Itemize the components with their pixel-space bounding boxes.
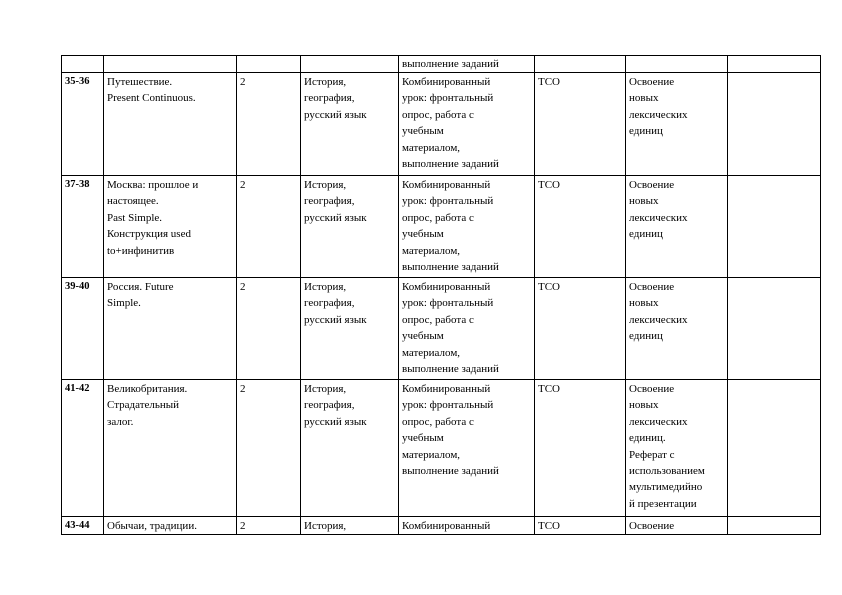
lesson-number-cell: 37-38 — [62, 176, 104, 278]
hours-cell: 2 — [237, 176, 301, 278]
table-row — [62, 176, 821, 278]
extra-cell — [728, 73, 821, 176]
extra-cell — [728, 278, 821, 380]
equipment-cell: ТСО — [535, 517, 626, 535]
activities-cell: Освоение новых лексических единиц — [626, 176, 728, 278]
hours-cell — [237, 56, 301, 73]
subject-links-cell: История, география, русский язык — [301, 176, 399, 278]
activities-cell: Освоение новых лексических единиц — [626, 278, 728, 380]
lesson-type-cell: Комбинированный урок: фронтальный опрос, работа с учебным материалом, выполнение заданий — [399, 380, 535, 517]
equipment-cell: ТСО — [535, 176, 626, 278]
topic-cell: Путешествие. Present Continuous. — [104, 73, 237, 176]
topic-cell: Россия. Future Simple. — [104, 278, 237, 380]
subject-links-cell — [301, 56, 399, 73]
lesson-type-cell: Комбинированный урок: фронтальный опрос, работа с учебным материалом, выполнение заданий — [399, 176, 535, 278]
subject-links-cell: История, география, русский язык — [301, 73, 399, 176]
extra-cell — [728, 380, 821, 517]
equipment-cell: ТСО — [535, 380, 626, 517]
subject-links-cell: История, — [301, 517, 399, 535]
activities-cell: Освоение новых лексических единиц. Реферат с использованием мультимедийно й презентации — [626, 380, 728, 517]
table-row — [62, 73, 821, 176]
hours-cell: 2 — [237, 278, 301, 380]
hours-cell: 2 — [237, 517, 301, 535]
equipment-cell: ТСО — [535, 73, 626, 176]
activities-cell: Освоение — [626, 517, 728, 535]
hours-cell: 2 — [237, 380, 301, 517]
topic-cell: Обычаи, традиции. — [104, 517, 237, 535]
table-row — [62, 56, 821, 73]
hours-cell: 2 — [237, 73, 301, 176]
subject-links-cell: История, география, русский язык — [301, 380, 399, 517]
extra-cell — [728, 517, 821, 535]
lesson-type-cell: Комбинированный урок: фронтальный опрос, работа с учебным материалом, выполнение заданий — [399, 278, 535, 380]
topic-cell: Москва: прошлое и настоящее. Past Simple. Конструкция used to+инфинитив — [104, 176, 237, 278]
table-row — [62, 380, 821, 517]
lesson-number-cell: 41-42 — [62, 380, 104, 517]
lesson-number-cell: 39-40 — [62, 278, 104, 380]
subject-links-cell: История, география, русский язык — [301, 278, 399, 380]
equipment-cell: ТСО — [535, 278, 626, 380]
lesson-number-cell: 43-44 — [62, 517, 104, 535]
table-row — [62, 278, 821, 380]
lesson-number-cell — [62, 56, 104, 73]
extra-cell — [728, 176, 821, 278]
lesson-type-cell: Комбинированный урок: фронтальный опрос, работа с учебным материалом, выполнение заданий — [399, 73, 535, 176]
lesson-number-cell: 35-36 — [62, 73, 104, 176]
equipment-cell — [535, 56, 626, 73]
lesson-plan-table — [61, 55, 821, 535]
topic-cell — [104, 56, 237, 73]
table-row — [62, 517, 821, 535]
lesson-type-cell: Комбинированный — [399, 517, 535, 535]
lesson-type-cell: выполнение заданий — [399, 56, 535, 73]
extra-cell — [728, 56, 821, 73]
activities-cell: Освоение новых лексических единиц — [626, 73, 728, 176]
topic-cell: Великобритания. Страдательный залог. — [104, 380, 237, 517]
activities-cell — [626, 56, 728, 73]
